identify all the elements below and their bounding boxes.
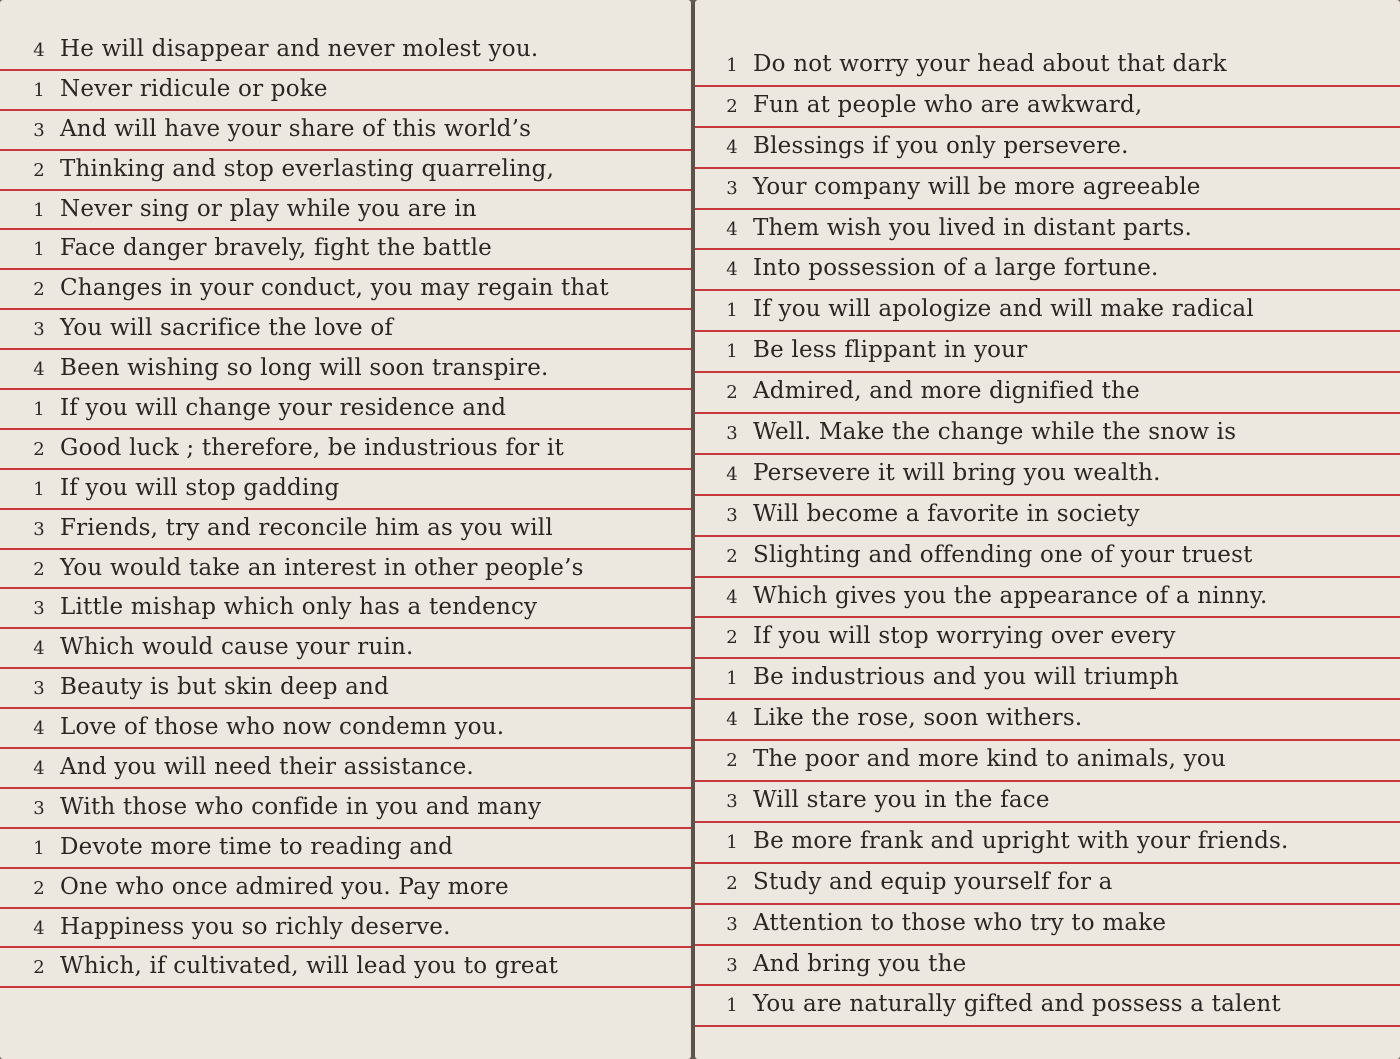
card-line: [695, 250, 1400, 291]
line-number: 4: [726, 463, 738, 485]
line-number: 4: [33, 917, 45, 939]
line-text: Be more frank and upright with your friends.: [753, 827, 1289, 854]
line-number: 3: [33, 598, 45, 620]
line-text: With those who confide in you and many: [60, 793, 542, 820]
card-line: [695, 87, 1400, 128]
line-text: Like the rose, soon withers.: [753, 705, 1083, 732]
line-number: 2: [33, 159, 45, 181]
card-line: [695, 373, 1400, 414]
line-number: 4: [726, 586, 738, 608]
card-line: [0, 909, 691, 949]
card-line: [695, 659, 1400, 700]
line-text: Will stare you in the face: [753, 787, 1050, 814]
card-line: [0, 310, 691, 350]
line-text: Been wishing so long will soon transpire.: [60, 355, 549, 382]
line-text: Be industrious and you will triumph: [753, 664, 1180, 691]
line-number: 1: [33, 399, 45, 421]
card-line: [0, 709, 691, 749]
line-number: 2: [726, 95, 738, 117]
card-line: [0, 869, 691, 909]
card-line: [695, 496, 1400, 537]
card-line: [695, 946, 1400, 987]
line-number: 3: [33, 119, 45, 141]
line-number: 2: [33, 279, 45, 301]
line-text: And you will need their assistance.: [60, 754, 474, 781]
card-line: [0, 669, 691, 709]
line-number: 1: [33, 478, 45, 500]
line-text: You are naturally gifted and possess a talent: [753, 991, 1281, 1018]
card-line: [0, 350, 691, 390]
card-line: [0, 510, 691, 550]
card-line: [695, 905, 1400, 946]
card-line: [0, 230, 691, 270]
line-text: Which would cause your ruin.: [60, 634, 414, 661]
line-number: 1: [726, 55, 738, 76]
line-number: 3: [726, 954, 738, 976]
line-number: 4: [33, 638, 45, 660]
line-number: 4: [726, 709, 738, 731]
line-number: 2: [33, 558, 45, 580]
line-number: 4: [726, 259, 738, 281]
line-text: Admired, and more dignified the: [753, 378, 1140, 405]
line-text: Persevere it will bring you wealth.: [753, 459, 1161, 486]
card-line: [695, 782, 1400, 823]
line-text: And will have your share of this world’s: [60, 115, 532, 142]
card-line: [695, 291, 1400, 332]
line-text: Changes in your conduct, you may regain that: [60, 275, 609, 302]
line-number: 3: [33, 518, 45, 540]
card-line: [0, 749, 691, 789]
line-number: 4: [33, 718, 45, 740]
left-card-lines: [0, 31, 691, 988]
line-number: 2: [33, 877, 45, 899]
line-text: If you will stop gadding: [60, 474, 340, 501]
line-text: Be less flippant in your: [753, 337, 1028, 364]
line-text: And bring you the: [753, 950, 967, 977]
card-line: [0, 270, 691, 310]
line-text: Beauty is but skin deep and: [60, 674, 389, 701]
line-number: 1: [33, 79, 45, 101]
line-text: Will become a favorite in society: [753, 500, 1140, 527]
line-number: 4: [726, 136, 738, 158]
line-number: 1: [33, 199, 45, 221]
line-number: 2: [33, 957, 45, 979]
line-text: Attention to those who try to make: [753, 909, 1167, 936]
right-card-lines: [695, 46, 1400, 1027]
line-text: The poor and more kind to animals, you: [753, 746, 1226, 773]
card-line: [0, 390, 691, 430]
line-number: 1: [726, 341, 738, 363]
card-line: [0, 470, 691, 510]
line-text: Into possession of a large fortune.: [753, 255, 1159, 282]
line-text: Face danger bravely, fight the battle: [60, 235, 492, 262]
card-line: [0, 629, 691, 669]
card-line: [695, 578, 1400, 619]
line-number: 2: [726, 627, 738, 649]
line-text: Fun at people who are awkward,: [753, 91, 1143, 118]
line-number: 3: [726, 791, 738, 813]
line-text: Happiness you so richly deserve.: [60, 913, 451, 940]
line-text: If you will apologize and will make radical: [753, 296, 1254, 323]
line-text: Them wish you lived in distant parts.: [753, 214, 1193, 241]
card-line: [695, 700, 1400, 741]
line-number: 3: [33, 319, 45, 341]
card-line: [695, 46, 1400, 87]
card-line: [695, 210, 1400, 251]
card-line: [0, 948, 691, 988]
line-text: Devote more time to reading and: [60, 833, 454, 860]
card-line: [695, 864, 1400, 905]
line-text: Friends, try and reconcile him as you will: [60, 514, 553, 541]
line-text: Never ridicule or poke: [60, 75, 328, 102]
line-text: Which gives you the appearance of a ninny.: [753, 582, 1268, 609]
line-text: If you will change your residence and: [60, 395, 507, 422]
line-text: Good luck ; therefore, be industrious for it: [60, 434, 564, 461]
card-line: [695, 618, 1400, 659]
line-number: 2: [726, 382, 738, 404]
line-number: 4: [33, 758, 45, 780]
card-line: [0, 111, 691, 151]
line-number: 3: [726, 913, 738, 935]
line-number: 1: [726, 300, 738, 322]
card-line: [0, 31, 691, 71]
card-line: [0, 789, 691, 829]
card-line: [695, 332, 1400, 373]
line-text: You will sacrifice the love of: [60, 315, 394, 342]
line-number: 2: [726, 872, 738, 894]
line-text: Do not worry your head about that dark: [753, 51, 1227, 77]
line-number: 4: [33, 359, 45, 381]
line-text: If you will stop worrying over every: [753, 623, 1176, 650]
line-number: 1: [726, 668, 738, 690]
card-line: [695, 414, 1400, 455]
right-card: [695, 0, 1400, 1059]
line-text: Thinking and stop everlasting quarreling,: [60, 155, 555, 182]
line-text: Well. Make the change while the snow is: [753, 419, 1237, 446]
card-line: [695, 455, 1400, 496]
line-text: Love of those who now condemn you.: [60, 714, 505, 741]
line-number: 3: [33, 797, 45, 819]
line-number: 2: [33, 438, 45, 460]
line-number: 3: [33, 678, 45, 700]
line-number: 2: [726, 545, 738, 567]
card-line: [695, 128, 1400, 169]
line-text: Blessings if you only persevere.: [753, 132, 1129, 159]
line-number: 3: [726, 177, 738, 199]
card-line: [0, 589, 691, 629]
left-card: [0, 0, 691, 1059]
card-line: [695, 741, 1400, 782]
card-line: [695, 537, 1400, 578]
line-number: 4: [33, 40, 45, 61]
line-number: 1: [33, 239, 45, 261]
line-text: Little mishap which only has a tendency: [60, 594, 538, 621]
card-line: [0, 151, 691, 191]
card-line: [695, 823, 1400, 864]
line-text: You would take an interest in other people’s: [60, 554, 584, 581]
card-line: [0, 829, 691, 869]
line-number: 1: [33, 837, 45, 859]
line-number: 3: [726, 423, 738, 445]
card-line: [0, 430, 691, 470]
line-text: Slighting and offending one of your truest: [753, 541, 1253, 568]
line-text: One who once admired you. Pay more: [60, 873, 509, 900]
line-number: 2: [726, 750, 738, 772]
line-number: 4: [726, 218, 738, 240]
line-number: 1: [726, 831, 738, 853]
line-text: He will disappear and never molest you.: [60, 36, 539, 62]
line-number: 1: [726, 995, 738, 1017]
line-text: Never sing or play while you are in: [60, 195, 477, 222]
line-text: Study and equip yourself for a: [753, 868, 1113, 895]
card-line: [0, 550, 691, 590]
line-text: Which, if cultivated, will lead you to great: [60, 953, 559, 980]
card-line: [0, 71, 691, 111]
card-line: [695, 986, 1400, 1027]
line-text: Your company will be more agreeable: [753, 173, 1201, 200]
line-number: 3: [726, 504, 738, 526]
card-line: [0, 191, 691, 231]
card-line: [695, 169, 1400, 210]
